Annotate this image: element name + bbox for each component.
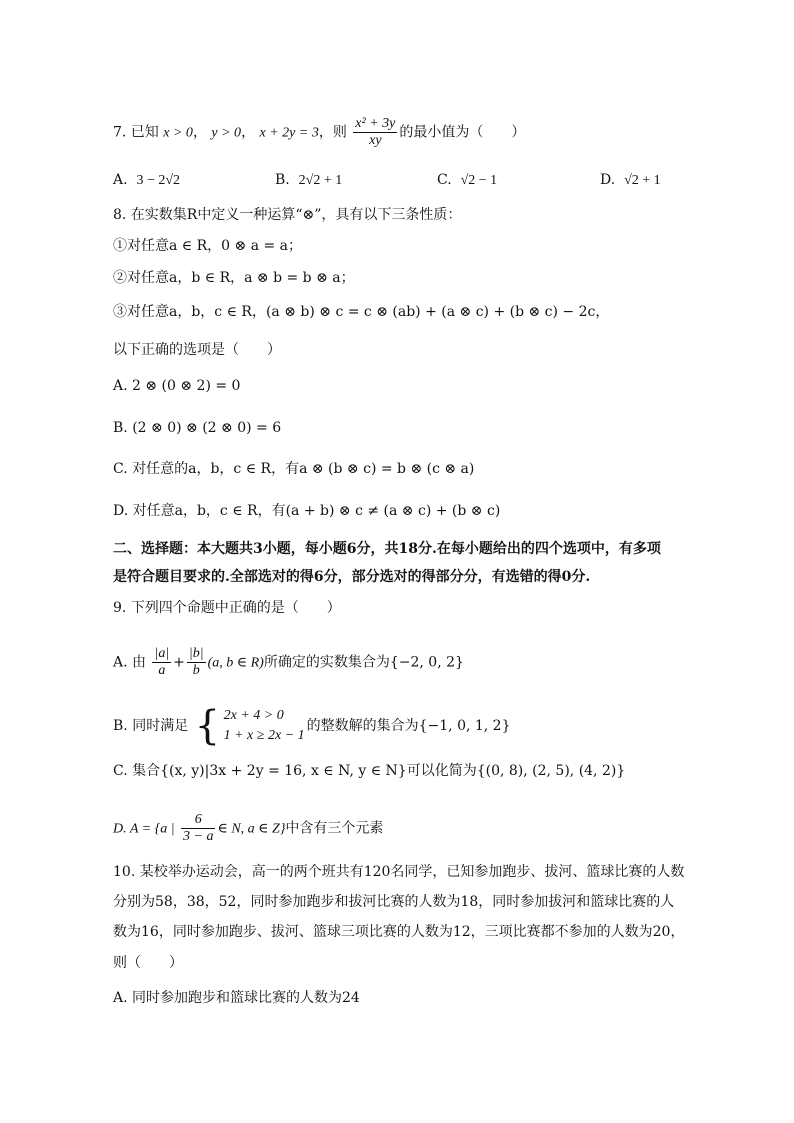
q7-prefix: 7. 已知 [113,124,159,141]
q9-a-frac1-den: a [158,663,166,678]
q7-option-b [275,170,342,191]
q8-option-c: C. 对任意的a，b，c ∈ R，有a ⊗ (b ⊗ c) = b ⊗ (c ⊗ a) [113,461,475,477]
q9-option-a: A. 由 $\frac{|a|}{a}$ + $\frac{|b|}{b}$ (a, b ∈ R)所确定的实数集合为{−2, 0, 2} [113,646,464,678]
q10-line-4: 则（ ） [113,955,183,971]
q9-stem: 9. 下列四个命题中正确的是（ ） [113,600,341,616]
q9-a-post: 所确定的实数集合为{−2, 0, 2} [263,654,464,671]
q7-option-a-value: 3 − 2√2 [136,173,181,188]
q9-b-pre: B. 同时满足 [113,718,189,734]
q7-mid: ，则 [318,124,347,141]
q7-cond2: y > 0 [211,125,242,141]
q9-a-pre: A. 由 [113,654,147,671]
q9-d-frac-num: 6 [181,812,215,829]
q9-d-post: 中含有三个元素 [285,820,384,837]
q10-line-1: 10. 某校举办运动会，高一的两个班共有120名同学，已知参加跑步、拔河、篮球比赛的人数 [113,864,685,880]
q8-stem: 8. 在实数集R中定义一种运算“⊗”，具有以下三条性质： [113,207,462,223]
q7-cond3: x + 2y = 3 [259,125,319,141]
q7-option-c [437,170,497,191]
q9-b-rows [224,706,305,746]
q8-property-2: ②对任意a，b ∈ R，a ⊗ b = b ⊗ a； [113,270,355,286]
q7-frac-num: x² + 3y [355,116,396,131]
q7-option-d-label: D. [600,172,616,188]
q8-option-d: D. 对任意a，b，c ∈ R，有(a + b) ⊗ c ≠ (a ⊗ c) + (b ⊗ c) [113,503,501,519]
q8-property-3: ③对任意a，b，c ∈ R，(a ⊗ b) ⊗ c = c ⊗ (ab) + (a ⊗ c) + (b ⊗ c) − 2c， [113,304,610,320]
brace: { [194,703,221,749]
q8-option-a: A. 2 ⊗ (0 ⊗ 2) = 0 [113,378,241,394]
q9-b-system [194,703,305,749]
q10-line-2: 分别为58，38，52，同时参加跑步和拔河比赛的人数为18，同时参加拔河和篮球比赛的人 [113,894,675,910]
q9-b-row-2: 1 + x ≥ 2x − 1 [223,728,305,743]
q10-line-3: 数为16，同时参加跑步、拔河、篮球三项比赛的人数为12，三项比赛都不参加的人数为20， [113,924,685,940]
q9-d-frac-den: 3 − a [183,829,214,844]
q7-stem: 7. 已知 x > 0， y > 0， x + 2y = 3，则 $\frac{\text{x² + 3y}}{xy}$ 的最小值为（ ） [113,116,526,148]
section2-line-1: 二、选择题：本大题共3小题，每小题6分，共18分.在每小题给出的四个选项中，有多项 [113,541,661,557]
q9-a-frac2-num: |b| [188,646,204,661]
q9-a-cond: (a, b ∈ R) [207,655,264,671]
q9-b-post: 的整数解的集合为{−1, 0, 1, 2} [306,718,511,734]
q9-d-frac [181,812,215,845]
q7-option-a-label: A. [113,172,128,188]
q9-a-frac2 [187,646,206,679]
q9-option-d [113,812,383,845]
q7-option-c-label: C. [437,172,452,188]
q7-suffix: 的最小值为（ ） [399,124,526,141]
q7-option-a [113,170,180,191]
q8-property-1: ①对任意a ∈ R，0 ⊗ a = a； [113,238,303,254]
q7-cond1: x > 0 [163,125,193,141]
q9-option-c: C. 集合{(x, y)|3x + 2y = 16, x ∈ N, y ∈ N}可以化简为{(0, 8), (2, 5), (4, 2)} [113,763,626,779]
q7-option-b-label: B. [275,172,290,188]
q9-d-mid: ∈ N, a ∈ Z} [217,821,286,837]
q8-option-b: B. (2 ⊗ 0) ⊗ (2 ⊗ 0) = 6 [113,420,282,436]
q9-d-pre: D. A = {a | [113,821,175,837]
section2-line-2: 是符合题目要求的.全部选对的得6分，部分选对的得部分分，有选错的得0分. [113,569,591,585]
q7-frac-den: xy [369,133,382,148]
q9-option-b [113,703,511,749]
q10-option-a: A. 同时参加跑步和篮球比赛的人数为24 [113,990,360,1006]
q7-fraction [353,116,397,149]
q7-option-b-value: 2√2 + 1 [298,173,343,188]
q9-b-row-1: 2x + 4 > 0 [223,708,284,723]
q9-a-frac1 [152,646,171,679]
q7-option-c-value: √2 − 1 [460,173,498,188]
q9-a-frac1-num: |a| [154,646,170,661]
q9-a-frac2-den: b [192,663,200,678]
q7-option-d [600,170,661,191]
q7-option-d-value: √2 + 1 [624,173,661,188]
q8-ask: 以下正确的选项是（ ） [113,342,281,358]
